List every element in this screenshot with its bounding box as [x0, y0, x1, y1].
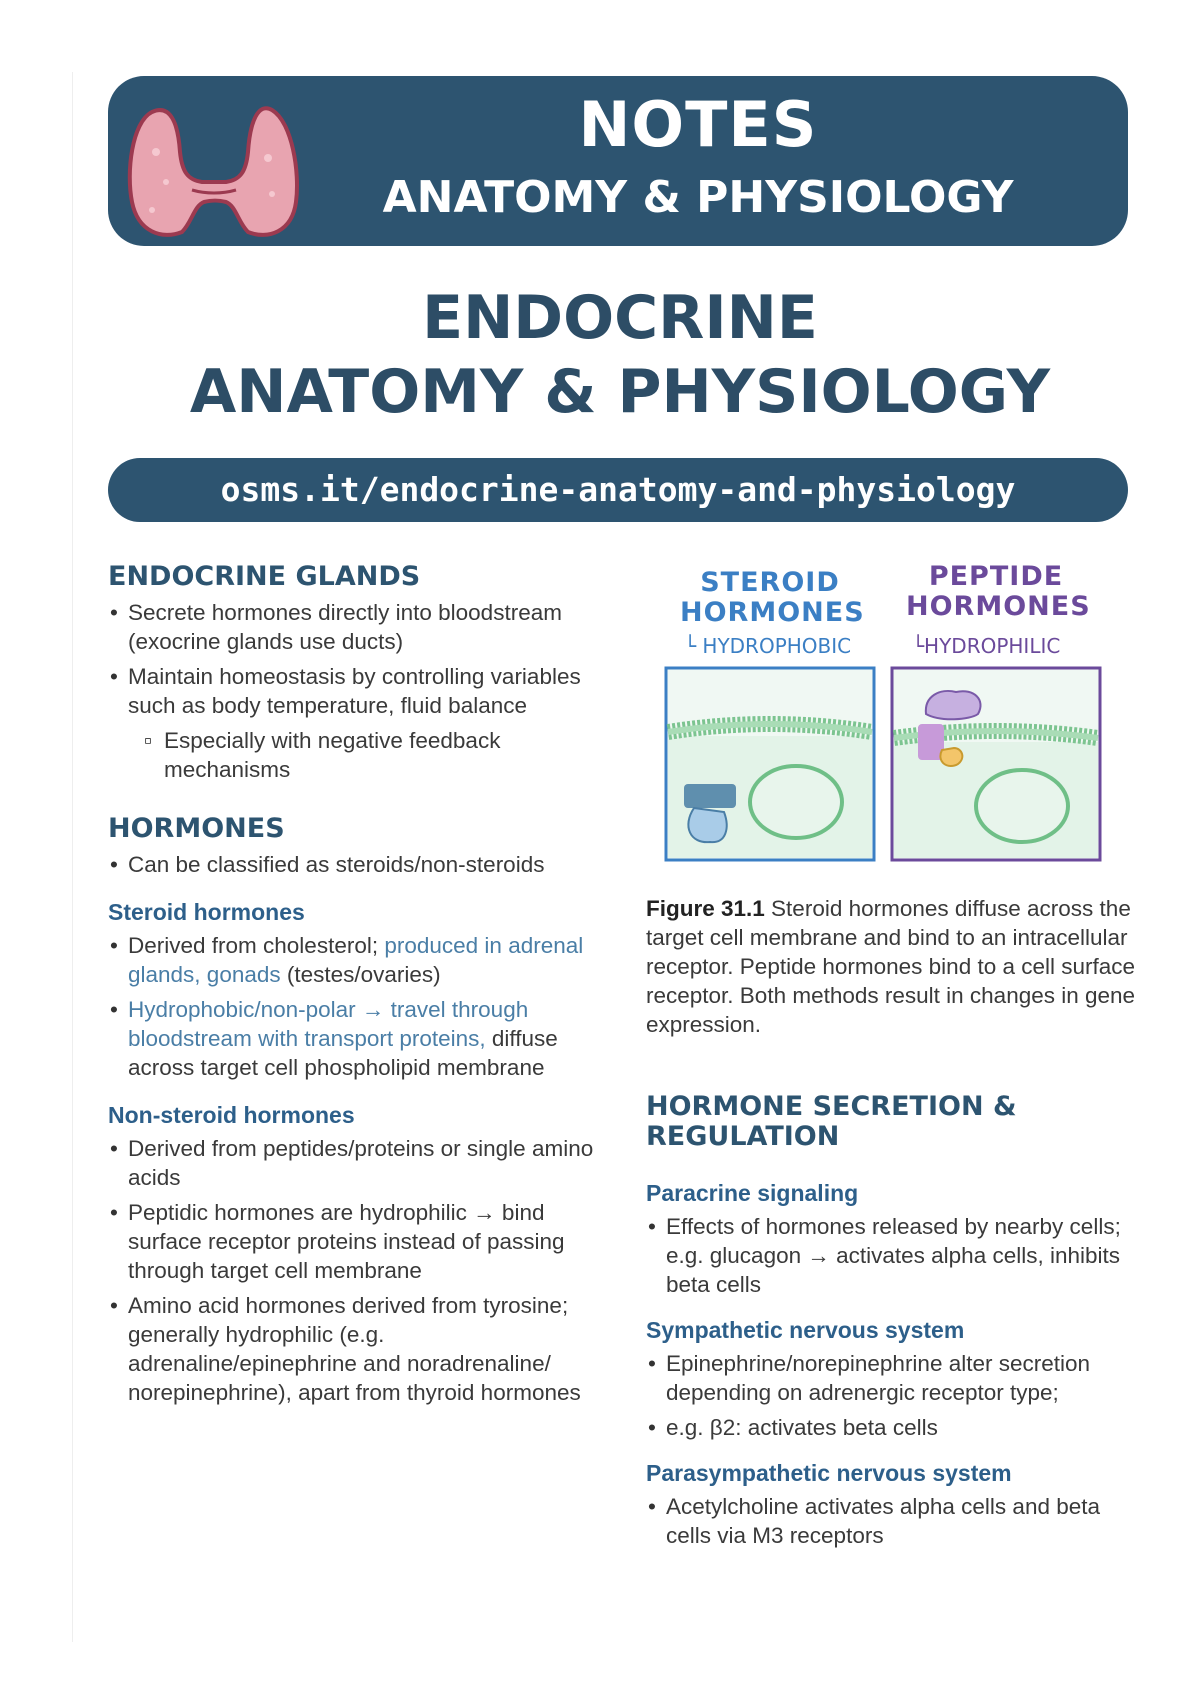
left-column [108, 562, 608, 1413]
right-column [646, 1092, 1136, 1556]
figure-caption-text: Steroid hormones diffuse across the target cell membrane and bind to an intracellular receptor. Peptide hormones bind to a cell surface receptor. Both methods result in changes in gene expression. [646, 896, 1136, 1037]
list-item: • e.g. β2: activates beta cells [646, 1413, 1136, 1442]
list-item: • Peptidic hormones are hydrophilic → bind surface receptor proteins instead of passing through target cell membrane [108, 1198, 608, 1285]
list-item: • Derived from peptides/proteins or single amino acids [108, 1134, 608, 1192]
parasympathetic-heading: Parasympathetic nervous system [646, 1460, 1012, 1486]
list-item: • Maintain homeostasis by controlling variables such as body temperature, fluid balance [108, 662, 608, 720]
figure-caption [646, 894, 1136, 1039]
peptide-cell-diagram [890, 666, 1102, 862]
non-steroid-hormones-heading: Non-steroid hormones [108, 1102, 355, 1128]
url-link[interactable]: osms.it/endocrine-anatomy-and-physiology [108, 458, 1128, 522]
thyroid-gland-icon [122, 82, 300, 242]
header-banner [108, 76, 1128, 246]
banner-title: NOTES [578, 88, 818, 161]
banner-subtitle: ANATOMY & PHYSIOLOGY [382, 172, 1014, 223]
page-edge [72, 72, 73, 1642]
list-item: • Acetylcholine activates alpha cells and beta cells via M3 receptors [646, 1492, 1136, 1550]
parasympathetic-list [646, 1492, 1136, 1550]
paracrine-heading: Paracrine signaling [646, 1180, 859, 1206]
list-subitem: ▫ Especially with negative feedback mechanisms [108, 726, 608, 784]
steroid-label-line2: HORMONES [680, 597, 865, 628]
peptide-label-line1: PEPTIDE [928, 561, 1064, 592]
list-item: • Derived from cholesterol; produced in adrenal glands, gonads (testes/ovaries) [108, 931, 608, 989]
list-item: • Epinephrine/norepinephrine alter secretion depending on adrenergic receptor type; [646, 1349, 1136, 1407]
sympathetic-list [646, 1349, 1136, 1442]
list-item: • Can be classified as steroids/non-steroids [108, 850, 608, 879]
sympathetic-heading: Sympathetic nervous system [646, 1317, 965, 1343]
secretion-heading-line2: REGULATION [646, 1121, 840, 1152]
hydrophobic-tag: └ HYDROPHOBIC [684, 634, 852, 658]
endocrine-glands-list [108, 598, 608, 784]
non-steroid-hormones-list [108, 1134, 608, 1407]
list-item: • Effects of hormones released by nearby cells; e.g. glucagon → activates alpha cells, inhibits beta cells [646, 1212, 1136, 1299]
figure-caption-label: Figure 31.1 [646, 896, 765, 921]
paracrine-list [646, 1212, 1136, 1299]
steroid-hormones-list [108, 931, 608, 1082]
list-item: • Secrete hormones directly into bloodstream (exocrine glands use ducts) [108, 598, 608, 656]
list-item: • Amino acid hormones derived from tyrosine; generally hydrophilic (e.g. adrenaline/epinephrine and noradrenaline/ norepinephrine), apart from thyroid hormones [108, 1291, 608, 1407]
page-title-line2: ANATOMY & PHYSIOLOGY [189, 357, 1051, 427]
steroid-hormones-heading: Steroid hormones [108, 899, 305, 925]
hydrophilic-tag: └HYDROPHILIC [912, 634, 1061, 658]
hormones-heading: HORMONES [108, 813, 285, 844]
list-item: • Hydrophobic/non-polar → travel through bloodstream with transport proteins, diffuse across target cell phospholipid membrane [108, 995, 608, 1082]
hormones-list [108, 850, 608, 879]
secretion-heading-line1: HORMONE SECRETION & [646, 1091, 1017, 1122]
peptide-label-line2: HORMONES [906, 591, 1091, 622]
steroid-label-line1: STEROID [700, 567, 840, 598]
endocrine-glands-heading: ENDOCRINE GLANDS [108, 561, 421, 592]
page-title-line1: ENDOCRINE [422, 283, 818, 353]
steroid-cell-diagram [664, 666, 876, 862]
